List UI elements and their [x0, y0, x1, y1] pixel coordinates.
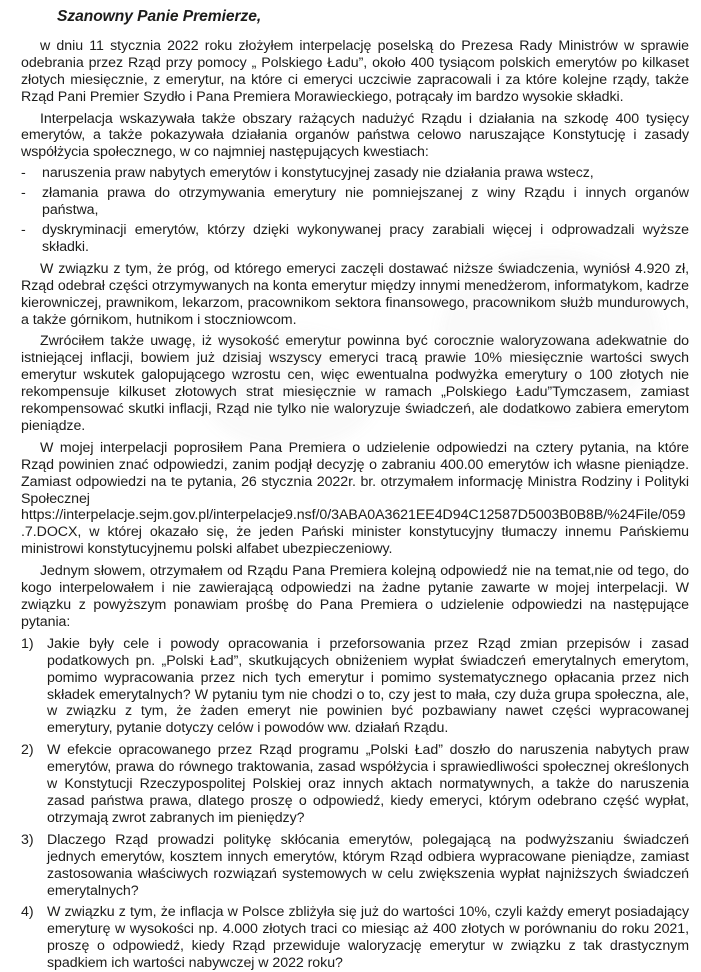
- bullet-item: [21, 185, 689, 219]
- question-number: 4): [21, 904, 34, 921]
- paragraph-interpellation-scope: Interpelacja wskazywała także obszary rażących nadużyć Rządu i działania na szkodę 400 tysięcy emerytów, a także pokazywała działania organów państwa celowo naruszające Konstytucję i zasady współżycia społecznego, w co najmniej następujących kwestiach:: [21, 110, 689, 161]
- question-text: W efekcie opracowanego przez Rząd programu „Polski Ład” doszło do naruszenia nabytych praw emerytów, prawa do równego traktowania, zasad współżycia i sprawiedliwości społecznej określonych w Konstytucji Rzeczypospolitej Polskiej oraz innych aktach normatywnych, a także do naruszenia zasad państwa prawa, dlatego proszę o odpowiedź, kiedy emeryci, którym odebrano część wypłat, otrzymają zwrot zabranych im pieniędzy?: [47, 742, 689, 826]
- bullet-dash: -: [21, 221, 26, 238]
- paragraph-valorization: Zwróciłem także uwagę, iż wysokość emerytur powinna być corocznie waloryzowana adekwatnie do istniejącej inflacji, bowiem już dzisiaj wszyscy emeryci tracą prawie 10% miesięcznie wartości swych emerytur wskutek galopującego wzrostu cen, więc ewentualna podwyżka emerytury o 100 złotych nie rekompensuje kilkuset złotowych strat miesięcznie w ramach „Polskiego Ładu”Tymczasem, zamiast rekompensować skutki inflacji, Rząd nie tylko nie waloryzuje świadczeń, ale dodatkowo zabiera emerytom pieniądze.: [21, 333, 689, 434]
- salutation: Szanowny Panie Premierze,: [57, 8, 262, 25]
- bullet-dash: -: [21, 185, 26, 202]
- paragraph-intro: w dniu 11 stycznia 2022 roku złożyłem interpelację poselską do Prezesa Rady Ministrów w sprawie odebrania przez Rząd przy pomocy „ Polskiego Ładu”, około 400 tysiącom polskich emerytów po kilkaset złotych miesięcznie, z emerytur, na które ci emeryci uczciwie zapracowali i za które kolejne rządy, także Rząd Pani Premier Szydło i Pana Premiera Morawieckiego, potrącały im bardzo wysokie składki.: [21, 37, 689, 105]
- paragraph-four-questions: W mojej interpelacji poprosiłem Pana Premiera o udzielenie odpowiedzi na cztery pytania, na które Rząd powinien znać odpowiedzi, zanim podjął decyzję o zabraniu 400.00 emerytów ich własne pieniądze. Zamiast odpowiedzi na te pytania, 26 stycznia 2022r. br. otrzymałem informację Ministra Rodziny i Polityki Społecznej https://interpelacje.sejm.gov.pl/interpelacje9.nsf/0/3ABA0A3621EE4D94C12587D5003B0B8B/%24File/059.7.DOCX, w której okazało się, że jeden Pański minister konstytucyjny tłumaczy innemu Pańskiemu ministrowi konstytucyjnemu polski alfabet ubezpieczeniowy.: [21, 439, 689, 558]
- bullet-item-text: naruszenia praw nabytych emerytów i konstytucyjnej zasady nie działania prawa wstecz,: [42, 165, 594, 182]
- question-number: 3): [21, 831, 34, 848]
- question-text: W związku z tym, że inflacja w Polsce zbliżyła się już do wartości 10%, czyli każdy emeryt posiadający emeryturę w wysokości np. 4.000 złotych traci co miesiąc aż 400 złotych w porównaniu do roku 2021, proszę o odpowiedź, kiedy Rząd przewiduje waloryzację emerytur w związku z tak drastycznym spadkiem ich wartości nabywczej w 2022 roku?: [47, 904, 689, 972]
- bullet-item: [21, 222, 689, 256]
- question-text: Jakie były cele i powody opracowania i przeforsowania przez Rząd zmian przepisów i zasad podatkowych pn. „Polski Ład”, skutkujących obniżeniem wypłat świadczeń emerytalnych emerytom, pomimo wypracowania przez nich tych emerytur i pomimo systematycznego opłacania przez nich składek emerytalnych? W pytaniu tym nie chodzi o to, czy jest to mała, czy duża grupa społeczna, ale, w związku z tym, że żaden emeryt nie powinien być pozbawiany nawet części wypracowanej emerytury, pytanie dotyczy celów i powodów ww. działań Rządu.: [47, 635, 689, 737]
- question-item: [21, 742, 689, 827]
- bullet-item-text: złamania prawa do otrzymywania emerytury nie pomniejszanej z winy Rządu i innych organów państwa,: [42, 185, 689, 219]
- paragraph-summary: Jednym słowem, otrzymałem od Rządu Pana Premiera kolejną odpowiedź nie na temat,nie od tego, do kogo interpelowałem i nie zawierającą odpowiedzi na żadne pytanie zawarte w mojej interpelacji. W związku z powyższym ponawiam prośbę do Pana Premiera o udzielenie odpowiedzi na następujące pytania:: [21, 563, 689, 630]
- question-number: 1): [21, 635, 34, 652]
- question-item: [21, 636, 689, 737]
- bullet-item-text: dyskryminacji emerytów, którzy dzięki wykonywanej pracy zarabiali więcej i odprowadzali wyższe składki.: [42, 221, 689, 255]
- question-item: [21, 832, 689, 900]
- question-item: [21, 904, 689, 972]
- bullet-dash: -: [21, 165, 26, 182]
- paragraph-threshold: W związku z tym, że próg, od którego emeryci zaczęli dostawać niższe świadczenia, wyniósł 4.920 zł, Rząd odebrał części otrzymywanych na konta emerytur między innymi menedżerom, informatykom, kadrze kierowniczej, prawnikom, lekarzom, pracownikom sektora finansowego, pracownikom służb mundurowych, a także górnikom, hutnikom i stoczniowcom.: [21, 260, 689, 328]
- question-list: [21, 636, 689, 972]
- bullet-item: [21, 165, 689, 182]
- bullet-list: [21, 165, 689, 256]
- question-number: 2): [21, 742, 34, 759]
- question-text: Dlaczego Rząd prowadzi politykę skłócania emerytów, polegającą na podwyższaniu świadczeń jednych emerytów, kosztem innych emerytów, którym Rząd odbiera wypracowane pieniądze, zamiast zastosowania właściwych rozwiązań systemowych w celu zwiększenia wypłat najniższych świadczeń emerytalnych?: [47, 831, 689, 899]
